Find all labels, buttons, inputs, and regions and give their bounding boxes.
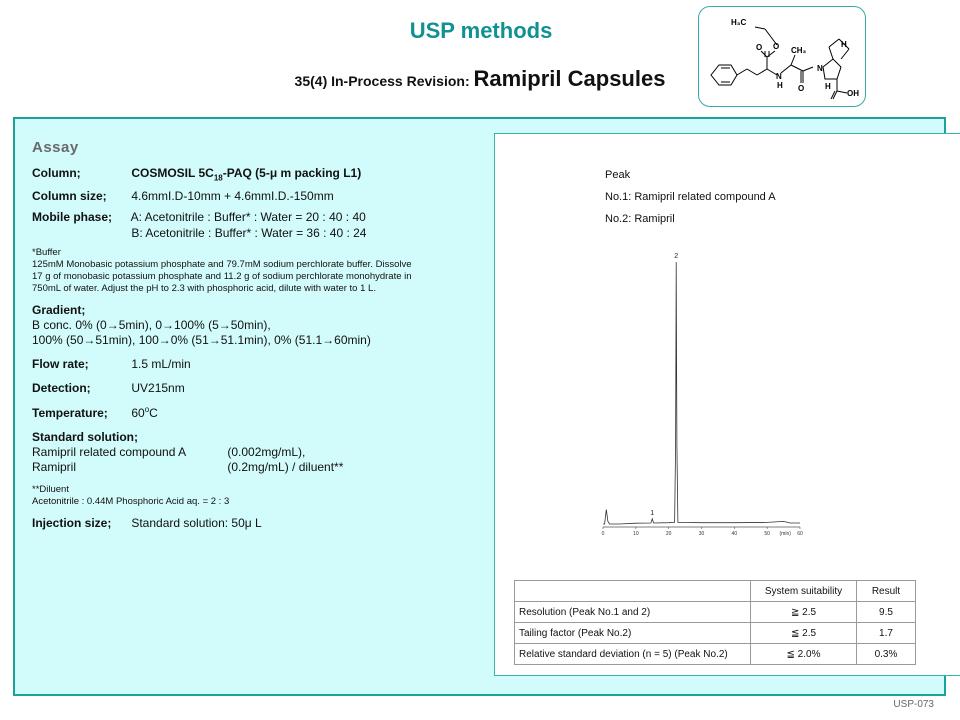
table-row	[515, 602, 916, 623]
chemical-structure	[698, 6, 866, 107]
product-name: Ramipril Capsules	[473, 66, 666, 91]
temperature-unit: C	[149, 406, 158, 421]
flow-rate-row	[32, 357, 472, 371]
buffer-note-line: *Buffer	[32, 247, 61, 259]
results-header-row	[515, 581, 916, 602]
standard-conc: (0.002mg/mL),	[227, 445, 306, 460]
temperature-degree: o	[144, 405, 150, 415]
subtitle-prefix: 35(4) In-Process Revision:	[294, 73, 474, 89]
peak-legend-item: No.2: Ramipril	[605, 213, 675, 225]
gradient-line2: 100% (50→51min), 100→0% (51→51.1min), 0% (51.1→60min)	[32, 333, 371, 348]
gradient-label	[32, 303, 472, 317]
assay-section	[32, 139, 472, 537]
standard-name: Ramipril related compound A	[32, 445, 187, 460]
gradient-line1: B conc. 0% (0→5min), 0→100% (5→50min),	[32, 318, 271, 333]
label-ch3: CH₃	[791, 46, 807, 55]
column-value	[131, 166, 362, 183]
column-row	[32, 166, 472, 182]
temperature-label: Temperature;	[32, 406, 108, 421]
peak-label: 2	[674, 253, 679, 260]
page-subtitle	[260, 66, 700, 92]
diluent-note	[32, 484, 472, 508]
page-title: USP methods	[409, 18, 553, 43]
x-tick-label: 20	[665, 531, 672, 537]
injection-row	[32, 516, 472, 530]
gradient-label-text: Gradient;	[32, 303, 86, 318]
slide-code: USP-073	[893, 699, 934, 710]
table-cell: 1.7	[857, 623, 916, 644]
column-size-row	[32, 189, 472, 203]
column-value-suffix: -PAQ (5-μ m packing L1)	[222, 166, 362, 180]
peak-legend	[605, 164, 776, 230]
diluent-note-line: Acetonitrile : 0.44M Phosphoric Acid aq. = 2 : 3	[32, 496, 230, 508]
table-cell: Tailing factor (Peak No.2)	[515, 623, 751, 644]
detection-label: Detection;	[32, 381, 91, 396]
x-tick-label: (min)	[779, 531, 791, 537]
diluent-note-line: **Diluent	[32, 484, 69, 496]
method-panel	[13, 117, 946, 696]
x-tick-label: 10	[633, 531, 639, 537]
column-value-subscript: 18	[213, 173, 223, 183]
x-tick-label: 0	[601, 531, 605, 537]
detection-row	[32, 381, 472, 395]
x-tick-label: 50	[764, 531, 770, 537]
results-header-cell: System suitability	[751, 581, 857, 602]
mobile-phase-b-row	[32, 226, 472, 240]
table-row	[515, 623, 916, 644]
x-tick-label: 30	[698, 531, 705, 537]
standard-conc: (0.2mg/mL) / diluent**	[227, 460, 344, 475]
temperature-row	[32, 405, 472, 420]
column-value-main: COSMOSIL 5C	[131, 166, 214, 180]
standard-label-text: Standard solution;	[32, 430, 138, 445]
label-n2: N	[817, 64, 823, 73]
mobile-phase-a: A: Acetonitrile : Buffer* : Water = 20 : 40 : 40	[130, 210, 366, 225]
standard-name: Ramipril	[32, 460, 77, 475]
standard-row	[32, 460, 472, 474]
label-h3c: H₃C	[731, 18, 747, 27]
buffer-note-line: 750mL of water. Adjust the pH to 2.3 with phosphoric acid, dilute with water to 1 L.	[32, 283, 376, 295]
ramipril-structure-image	[699, 7, 865, 106]
label-h3: H	[825, 82, 831, 91]
temperature-value	[131, 406, 157, 420]
peak-legend-heading: Peak	[605, 169, 631, 181]
temperature-number: 60	[131, 406, 145, 421]
table-cell: ≧ 2.5	[751, 602, 857, 623]
results-header-cell	[515, 581, 751, 602]
results-table	[514, 580, 916, 665]
label-nh-h: H	[777, 81, 783, 90]
flow-rate-label: Flow rate;	[32, 357, 89, 372]
table-cell: Resolution (Peak No.1 and 2)	[515, 602, 751, 623]
x-tick-label: 40	[731, 531, 738, 537]
column-size-label: Column size;	[32, 189, 107, 204]
detection-value: UV215nm	[131, 381, 185, 396]
peak-legend-item: No.1: Ramipril related compound A	[605, 191, 776, 203]
table-cell: 9.5	[857, 602, 916, 623]
results-header-cell: Result	[857, 581, 916, 602]
buffer-note-line: 125mM Monobasic potassium phosphate and 79.7mM sodium perchlorate buffer. Dissolve	[32, 259, 412, 271]
mobile-phase-row	[32, 210, 472, 224]
label-h2: H	[841, 40, 847, 49]
table-cell: ≦ 2.0%	[751, 644, 857, 665]
buffer-note-line: 17 g of monobasic potassium phosphate and 11.2 g of sodium perchlorate monohydrate in	[32, 271, 412, 283]
column-label: Column;	[32, 166, 81, 180]
label-o3: O	[798, 84, 805, 93]
standard-row	[32, 445, 472, 459]
flow-rate-value: 1.5 mL/min	[131, 357, 191, 372]
column-size-value: 4.6mmI.D-10mm + 4.6mmI.D.-150mm	[131, 189, 334, 204]
table-cell: Relative standard deviation (n = 5) (Peak No.2)	[515, 644, 751, 665]
injection-label: Injection size;	[32, 516, 112, 531]
label-o2: O	[756, 43, 763, 52]
chromatogram-chart	[600, 252, 820, 542]
table-row	[515, 644, 916, 665]
injection-value: Standard solution: 50μ L	[131, 516, 262, 531]
assay-heading: Assay	[32, 139, 79, 156]
peak-label: 1	[650, 509, 655, 517]
label-nh-n: N	[776, 72, 782, 81]
table-cell: ≦ 2.5	[751, 623, 857, 644]
mobile-phase-label: Mobile phase;	[32, 210, 113, 225]
mobile-phase-b: B: Acetonitrile : Buffer* : Water = 36 : 40 : 24	[131, 226, 367, 241]
x-tick-label: 60	[797, 531, 803, 537]
chromatogram-panel	[494, 133, 960, 676]
label-oh: OH	[847, 89, 859, 98]
label-o1: O	[773, 42, 780, 51]
chromatogram-trace	[603, 262, 800, 524]
buffer-note	[32, 247, 472, 295]
table-cell: 0.3%	[857, 644, 916, 665]
standard-label	[32, 430, 472, 444]
